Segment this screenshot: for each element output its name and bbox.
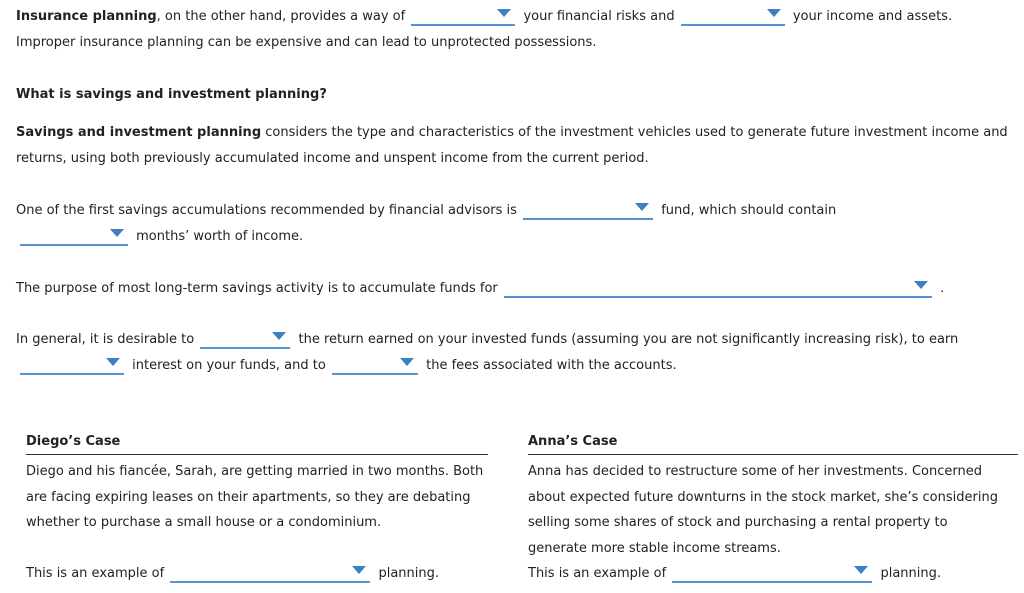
emergency-text-2: fund, which should contain	[661, 203, 837, 218]
anna-case	[528, 432, 1018, 587]
emergency-question	[16, 198, 836, 250]
diego-line-1: Diego and his fiancée, Sarah, are getting married in two months. Both	[26, 464, 484, 479]
purpose-question	[16, 276, 944, 302]
emergency-line-1	[16, 198, 836, 224]
insurance-risk-dropdown[interactable]	[411, 6, 515, 26]
chevron-down-icon	[106, 358, 120, 366]
anna-line-3: selling some shares of stock and purchasing a rental property to	[528, 515, 948, 530]
general-text-2: the return earned on your invested funds (assuming you are not significantly increasing risk), to earn	[298, 332, 959, 347]
emergency-text-3: months’ worth of income.	[136, 229, 304, 244]
insurance-term: Insurance planning	[16, 9, 157, 24]
anna-example-suffix: planning.	[880, 566, 941, 581]
general-line-1	[16, 327, 958, 353]
fees-dropdown[interactable]	[332, 355, 418, 375]
anna-line-2: about expected future downturns in the stock market, she’s considering	[528, 489, 998, 505]
insurance-income-dropdown[interactable]	[681, 6, 785, 26]
diego-case	[26, 432, 488, 587]
return-dropdown[interactable]	[200, 329, 290, 349]
insurance-text-2: your financial risks and	[523, 9, 675, 24]
chevron-down-icon	[400, 358, 414, 366]
purpose-text: The purpose of most long-term savings activity is to accumulate funds for	[16, 281, 498, 296]
chevron-down-icon	[767, 9, 781, 17]
insurance-line-1	[16, 4, 952, 30]
diego-example-prefix: This is an example of	[26, 566, 165, 581]
diego-line-3: whether to purchase a small house or a condominium.	[26, 515, 382, 530]
chevron-down-icon	[914, 281, 928, 289]
chevron-down-icon	[110, 229, 124, 237]
chevron-down-icon	[272, 332, 286, 340]
diego-line-2: are facing expiring leases on their apartments, so they are debating	[26, 489, 471, 505]
interest-dropdown[interactable]	[20, 355, 124, 375]
purpose-dropdown[interactable]	[504, 278, 932, 298]
chevron-down-icon	[352, 566, 366, 574]
anna-planning-dropdown[interactable]	[672, 563, 872, 583]
diego-example-suffix: planning.	[378, 566, 439, 581]
savings-definition	[16, 120, 1008, 172]
savings-def-text: considers the type and characteristics of the investment vehicles used to generate future investment income and	[261, 125, 1008, 140]
fund-type-dropdown[interactable]	[523, 200, 653, 220]
diego-case-title: Diego’s Case	[26, 432, 488, 455]
anna-line-4: generate more stable income streams.	[528, 540, 781, 556]
savings-def-line-2: returns, using both previously accumulated income and unspent income from the current period.	[16, 151, 649, 166]
emergency-line-2	[16, 224, 836, 250]
diego-spacer	[26, 536, 488, 562]
emergency-text-1: One of the first savings accumulations recommended by financial advisors is	[16, 203, 517, 218]
general-text-4: the fees associated with the accounts.	[426, 358, 677, 373]
insurance-text-3: your income and assets.	[792, 9, 953, 24]
general-text-1: In general, it is desirable to	[16, 332, 195, 347]
insurance-text-1: , on the other hand, provides a way of	[156, 9, 406, 24]
general-question	[16, 327, 958, 379]
months-dropdown[interactable]	[20, 226, 128, 246]
anna-example-prefix: This is an example of	[528, 566, 667, 581]
chevron-down-icon	[497, 9, 511, 17]
general-line-2	[16, 353, 958, 379]
insurance-line-2: Improper insurance planning can be expensive and can lead to unprotected possessions.	[16, 35, 597, 50]
general-text-3: interest on your funds, and to	[132, 358, 326, 373]
diego-example-line	[26, 561, 488, 587]
savings-term: Savings and investment planning	[16, 125, 262, 140]
chevron-down-icon	[854, 566, 868, 574]
purpose-period: .	[940, 281, 945, 296]
savings-heading: What is savings and investment planning?	[16, 87, 327, 102]
chevron-down-icon	[635, 203, 649, 211]
anna-example-line	[528, 561, 1018, 587]
anna-case-title: Anna’s Case	[528, 432, 1018, 455]
anna-line-1: Anna has decided to restructure some of her investments. Concerned	[528, 464, 982, 479]
savings-def-line-1	[16, 120, 1008, 146]
diego-planning-dropdown[interactable]	[170, 563, 370, 583]
insurance-paragraph	[16, 4, 952, 56]
